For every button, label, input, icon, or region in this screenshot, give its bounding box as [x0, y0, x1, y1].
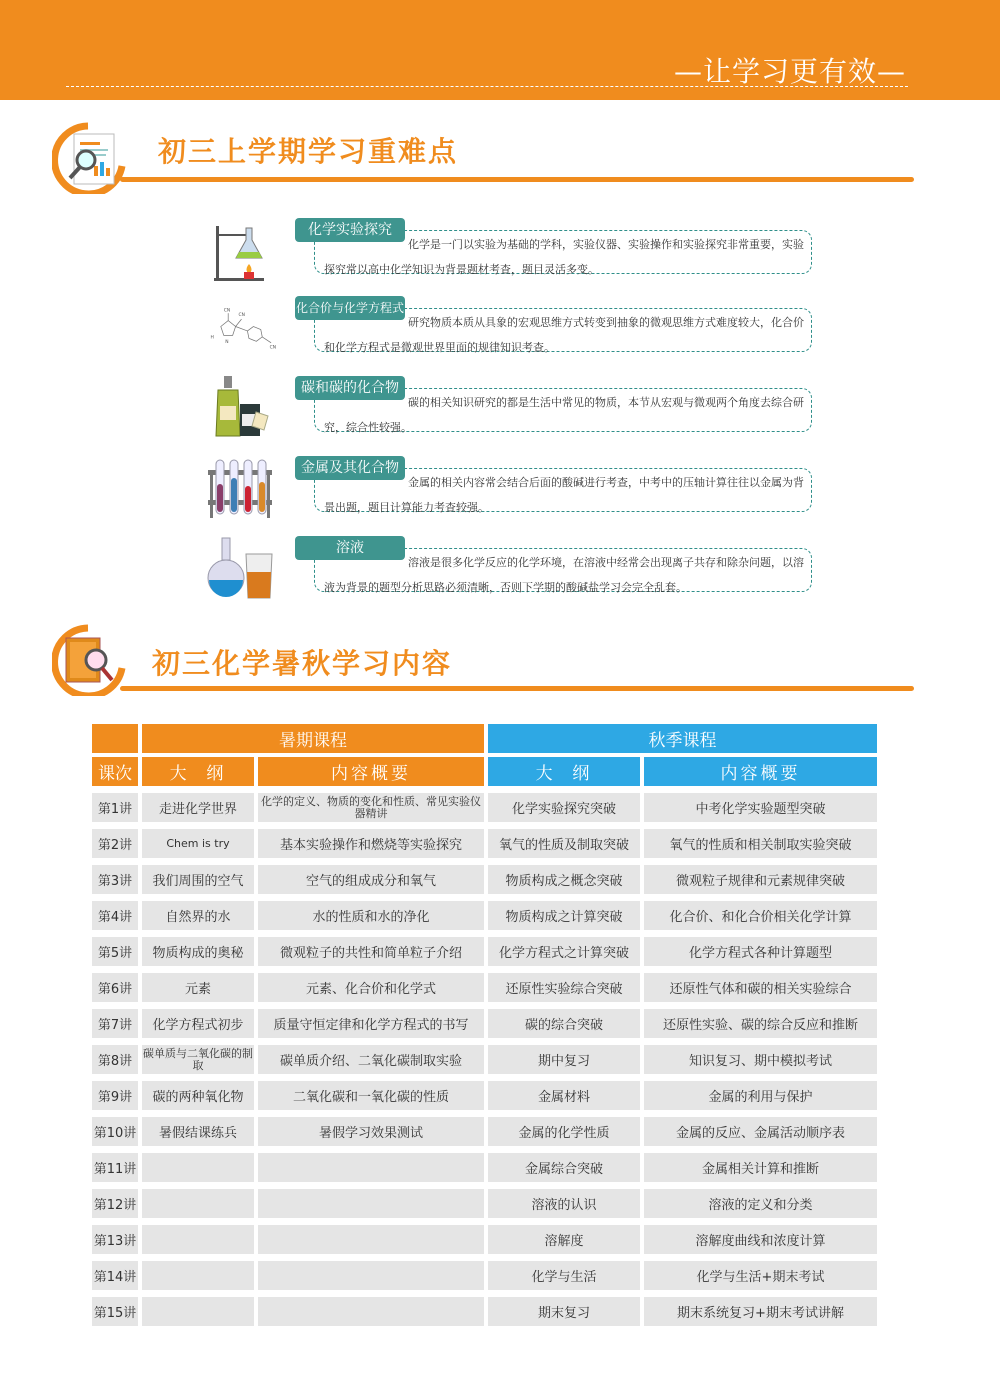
topic-metals [206, 456, 816, 520]
autumn-outline-cell: 化学方程式之计算突破 [488, 937, 640, 966]
autumn-outline-cell: 还原性实验综合突破 [488, 973, 640, 1002]
col-summer-summary-header: 内容概要 [258, 757, 484, 786]
topic-text: 研究物质本质从具象的宏观思维方式转变到抽象的微观思维方式难度较大，化合价和化学方程式是微观世界里面的规律知识考查。 [324, 316, 804, 354]
autumn-summary-cell: 知识复习、期中模拟考试 [644, 1045, 877, 1074]
summer-summary-cell [258, 1225, 484, 1254]
table-row [92, 1081, 877, 1110]
lesson-cell: 第12讲 [92, 1189, 138, 1218]
lesson-cell: 第15讲 [92, 1297, 138, 1326]
lesson-cell: 第7讲 [92, 1009, 138, 1038]
molecule-structure-icon [206, 296, 280, 360]
table-row [92, 901, 877, 930]
svg-text:N: N [225, 339, 229, 345]
autumn-summary-cell: 金属相关计算和推断 [644, 1153, 877, 1182]
table-row [92, 937, 877, 966]
autumn-summary-cell: 化学方程式各种计算题型 [644, 937, 877, 966]
table-row [92, 793, 877, 822]
summer-summary-cell [258, 1261, 484, 1290]
svg-text:H: H [210, 335, 214, 341]
summer-outline-cell: 自然界的水 [142, 901, 254, 930]
topic-tag: 化学实验探究 [295, 218, 405, 242]
summer-outline-cell: 暑假结课练兵 [142, 1117, 254, 1146]
summer-summary-cell [258, 1297, 484, 1326]
autumn-summary-cell: 溶解度曲线和浓度计算 [644, 1225, 877, 1254]
autumn-summary-cell: 化合价、和化合价相关化学计算 [644, 901, 877, 930]
autumn-outline-cell: 溶解度 [488, 1225, 640, 1254]
autumn-summary-cell: 化学与生活+期末考试 [644, 1261, 877, 1290]
summer-outline-cell: 我们周围的空气 [142, 865, 254, 894]
summer-course-header: 暑期课程 [142, 724, 484, 753]
summer-summary-cell: 水的性质和水的净化 [258, 901, 484, 930]
summer-summary-cell: 二氧化碳和一氧化碳的性质 [258, 1081, 484, 1110]
svg-text:CN: CN [238, 313, 245, 319]
summer-outline-cell: 元素 [142, 973, 254, 1002]
section1-title: 初三上学期学习重难点 [158, 135, 459, 168]
autumn-summary-cell: 金属的反应、金属活动顺序表 [644, 1117, 877, 1146]
table-row [92, 973, 877, 1002]
table-row [92, 865, 877, 894]
lesson-cell: 第14讲 [92, 1261, 138, 1290]
summer-outline-cell [142, 1153, 254, 1182]
lesson-cell: 第13讲 [92, 1225, 138, 1254]
svg-text:CN: CN [223, 308, 231, 314]
topic-valence-equation [206, 296, 816, 360]
autumn-outline-cell: 化学与生活 [488, 1261, 640, 1290]
summer-summary-cell: 碳单质介绍、二氧化碳制取实验 [258, 1045, 484, 1074]
reagent-bottles-icon [206, 376, 280, 440]
summer-summary-cell [258, 1153, 484, 1182]
autumn-outline-cell: 氧气的性质及制取突破 [488, 829, 640, 858]
lesson-cell: 第9讲 [92, 1081, 138, 1110]
summer-outline-cell: 物质构成的奥秘 [142, 937, 254, 966]
table-row [92, 1153, 877, 1182]
topic-text: 碳的相关知识研究的都是生活中常见的物质，本节从宏观与微观两个角度去综合研究，综合性较强。 [324, 396, 804, 434]
autumn-outline-cell: 溶液的认识 [488, 1189, 640, 1218]
autumn-outline-cell: 期中复习 [488, 1045, 640, 1074]
table-row [92, 1225, 877, 1254]
summer-outline-cell [142, 1297, 254, 1326]
autumn-outline-cell: 金属材料 [488, 1081, 640, 1110]
topic-tag: 化合价与化学方程式 [295, 296, 405, 320]
table-row [92, 829, 877, 858]
lesson-cell: 第2讲 [92, 829, 138, 858]
header-slogan: —让学习更有效— [673, 55, 906, 88]
col-autumn-summary-header: 内容概要 [644, 757, 877, 786]
summer-outline-cell [142, 1189, 254, 1218]
autumn-outline-cell: 期末复习 [488, 1297, 640, 1326]
lesson-cell: 第6讲 [92, 973, 138, 1002]
autumn-summary-cell: 期末系统复习+期末考试讲解 [644, 1297, 877, 1326]
autumn-summary-cell: 中考化学实验题型突破 [644, 793, 877, 822]
topic-tag: 溶液 [295, 536, 405, 560]
summer-outline-cell: 碳的两种氧化物 [142, 1081, 254, 1110]
test-tube-rack-icon [206, 456, 280, 520]
summer-summary-cell: 暑假学习效果测试 [258, 1117, 484, 1146]
section2-underline [120, 686, 914, 691]
autumn-summary-cell: 微观粒子规律和元素规律突破 [644, 865, 877, 894]
table-row [92, 1297, 877, 1326]
autumn-summary-cell: 氧气的性质和相关制取实验突破 [644, 829, 877, 858]
topic-text: 化学是一门以实验为基础的学科，实验仪器、实验操作和实验探究非常重要，实验探究常以高中化学知识为背景题材考查，题目灵活多变。 [324, 238, 804, 276]
summer-summary-cell: 质量守恒定律和化学方程式的书写 [258, 1009, 484, 1038]
svg-text:CN: CN [269, 345, 277, 351]
autumn-outline-cell: 化学实验探究突破 [488, 793, 640, 822]
lesson-cell: 第4讲 [92, 901, 138, 930]
section2-title: 初三化学暑秋学习内容 [152, 647, 453, 680]
autumn-course-header: 秋季课程 [488, 724, 877, 753]
autumn-outline-cell: 金属综合突破 [488, 1153, 640, 1182]
lesson-cell: 第11讲 [92, 1153, 138, 1182]
summer-outline-cell [142, 1261, 254, 1290]
autumn-outline-cell: 金属的化学性质 [488, 1117, 640, 1146]
header-dashed-line [66, 86, 908, 87]
lesson-cell: 第3讲 [92, 865, 138, 894]
section1-underline [120, 177, 914, 182]
lesson-cell: 第5讲 [92, 937, 138, 966]
lesson-cell: 第8讲 [92, 1045, 138, 1074]
summer-summary-cell [258, 1189, 484, 1218]
topic-text: 溶液是很多化学反应的化学环境，在溶液中经常会出现离子共存和除杂问题，以溶液为背景的题型分析思路必须清晰，否则下学期的酸碱盐学习会完全乱套。 [324, 556, 804, 594]
topic-tag: 金属及其化合物 [295, 456, 405, 480]
table-corner [92, 724, 138, 753]
table-row [92, 1045, 877, 1074]
table-row [92, 1261, 877, 1290]
autumn-summary-cell: 还原性气体和碳的相关实验综合 [644, 973, 877, 1002]
col-autumn-outline-header: 大 纲 [488, 757, 640, 786]
table-row [92, 1189, 877, 1218]
report-magnifier-icon [52, 122, 136, 194]
topic-text: 金属的相关内容常会结合后面的酸碱进行考查，中考中的压轴计算往往以金属为背景出题，题目计算能力考查较强。 [324, 476, 804, 514]
col-lesson-header: 课次 [92, 757, 138, 786]
table-row [92, 1117, 877, 1146]
summer-outline-cell [142, 1225, 254, 1254]
summer-outline-cell: 碳单质与二氧化碳的制取 [142, 1045, 254, 1074]
summer-summary-cell: 空气的组成成分和氧气 [258, 865, 484, 894]
summer-summary-cell: 基本实验操作和燃烧等实验探究 [258, 829, 484, 858]
autumn-outline-cell: 物质构成之概念突破 [488, 865, 640, 894]
flask-beaker-icon [206, 536, 280, 600]
lesson-cell: 第1讲 [92, 793, 138, 822]
summer-outline-cell: 化学方程式初步 [142, 1009, 254, 1038]
summer-outline-cell: 走进化学世界 [142, 793, 254, 822]
topic-carbon [206, 376, 816, 440]
summer-summary-cell: 化学的定义、物质的变化和性质、常见实验仪器精讲 [258, 793, 484, 822]
table-row [92, 1009, 877, 1038]
autumn-summary-cell: 溶液的定义和分类 [644, 1189, 877, 1218]
autumn-outline-cell: 物质构成之计算突破 [488, 901, 640, 930]
col-summer-outline-header: 大 纲 [142, 757, 254, 786]
topic-chem-experiment [206, 218, 816, 282]
topic-tag: 碳和碳的化合物 [295, 376, 405, 400]
summer-summary-cell: 元素、化合价和化学式 [258, 973, 484, 1002]
autumn-outline-cell: 碳的综合突破 [488, 1009, 640, 1038]
curriculum-table [88, 724, 881, 1326]
lesson-cell: 第10讲 [92, 1117, 138, 1146]
flask-burner-icon [206, 218, 280, 282]
autumn-summary-cell: 金属的利用与保护 [644, 1081, 877, 1110]
summer-outline-cell: Chem is try [142, 829, 254, 858]
page-header [0, 0, 1000, 100]
summer-summary-cell: 微观粒子的共性和简单粒子介绍 [258, 937, 484, 966]
topic-solution [206, 536, 816, 600]
autumn-summary-cell: 还原性实验、碳的综合反应和推断 [644, 1009, 877, 1038]
